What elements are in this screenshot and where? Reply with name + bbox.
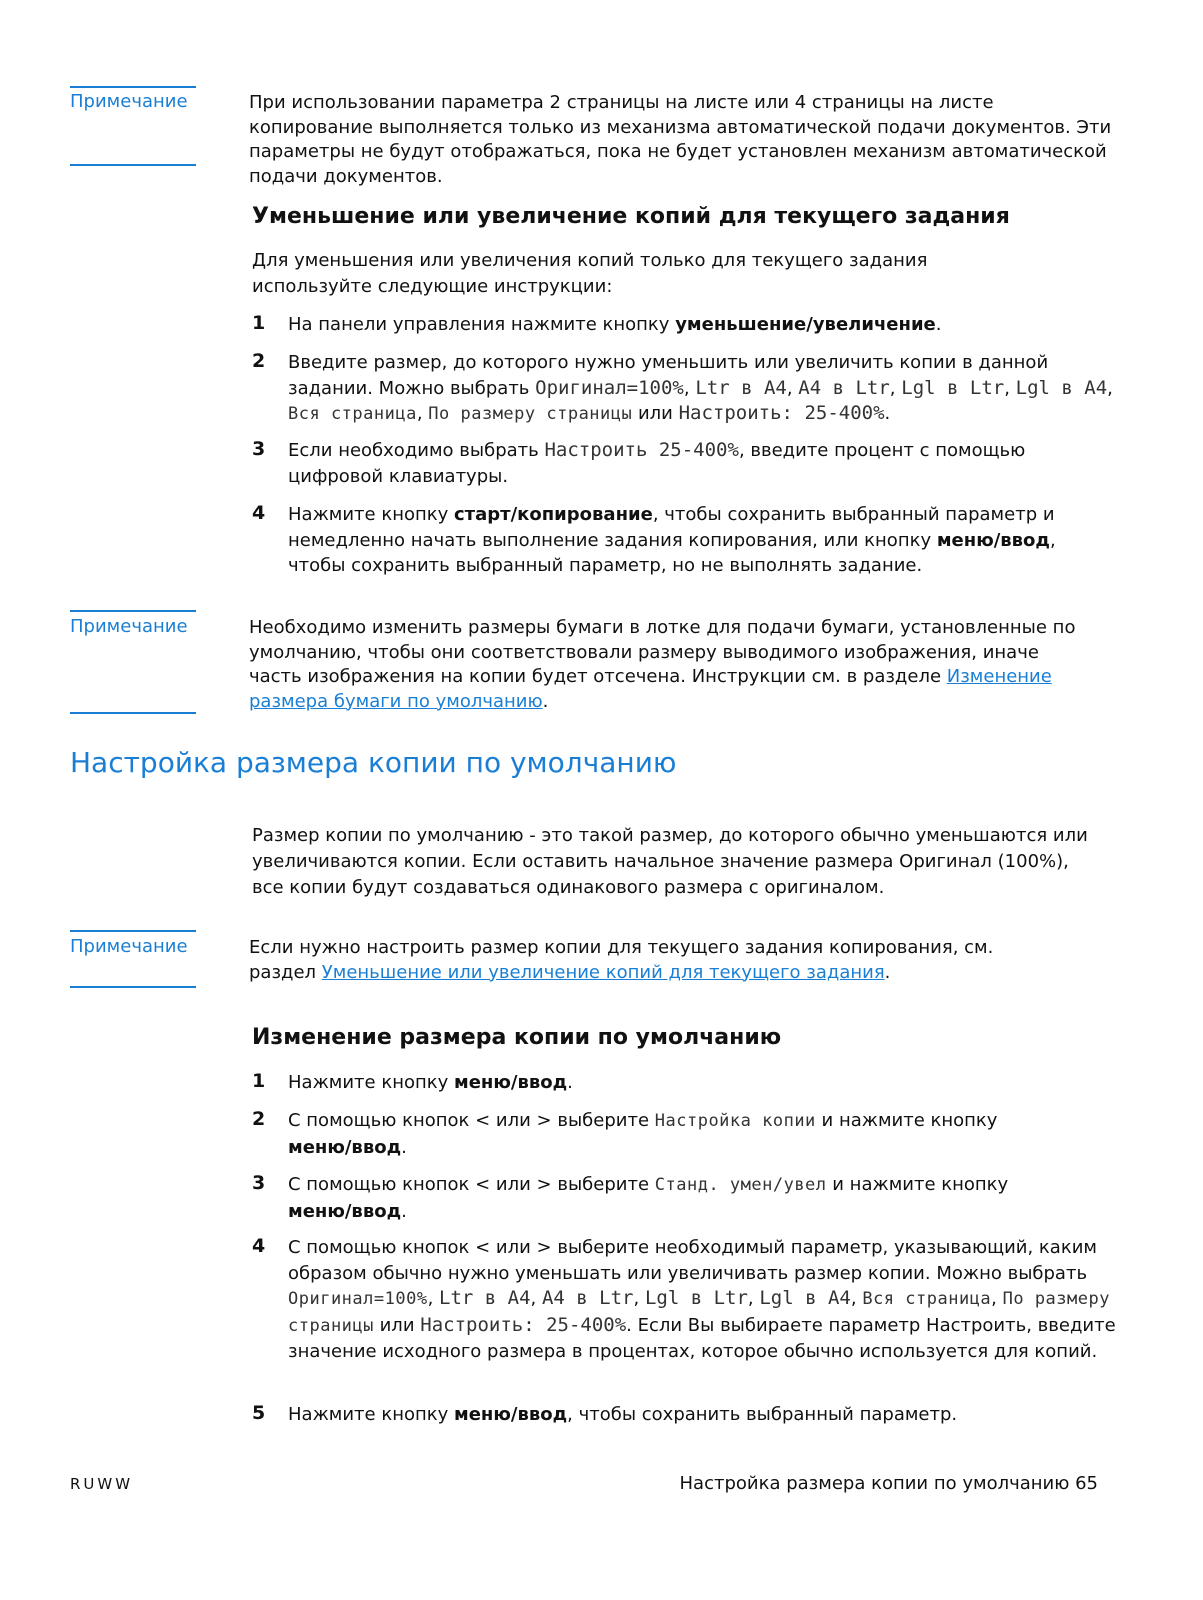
step-number: 1 xyxy=(252,1070,266,1092)
note-label: Примечание xyxy=(70,91,188,112)
footer-page-title: Настройка размера копии по умолчанию 65 xyxy=(679,1473,1098,1494)
section-title: Настройка размера копии по умолчанию xyxy=(70,746,677,779)
button-name: уменьшение/увеличение xyxy=(675,314,936,335)
step-number: 1 xyxy=(252,312,266,334)
subheading-change-default-size: Изменение размера копии по умолчанию xyxy=(252,1025,782,1050)
button-name: старт/копирование xyxy=(454,504,653,525)
option-code: Настроить 25-400% xyxy=(544,439,739,461)
note-bottom-rule xyxy=(70,164,196,166)
note-top-rule xyxy=(70,610,196,612)
option-code: Настроить: 25-400% xyxy=(420,1313,627,1336)
option-code: Lgl в A4 xyxy=(759,1287,851,1309)
note-top-rule xyxy=(70,86,196,88)
step-number: 3 xyxy=(252,438,266,460)
option-code: A4 в Ltr xyxy=(541,1287,634,1309)
option-code: Настроить: 25-400% xyxy=(678,402,885,424)
button-name: меню/ввод xyxy=(454,1404,568,1425)
note-text: Если нужно настроить размер копии для текущего задания копирования, см. раздел Уменьшение или увеличение копий для текущего задания. xyxy=(249,937,994,983)
option-code: Станд. умен/увел xyxy=(654,1175,827,1195)
option-code: Lgl в A4 xyxy=(1015,376,1108,399)
step-item: 1 На панели управления нажмите кнопку уменьшение/увеличение. xyxy=(252,312,942,335)
step-item: 2 С помощью кнопок < или > выберите Настройка копии и нажмите кнопку меню/ввод. xyxy=(252,1108,998,1158)
step-item: 5 Нажмите кнопку меню/ввод, чтобы сохранить выбранный параметр. xyxy=(252,1402,958,1425)
option-code: Вся страница xyxy=(288,404,417,424)
button-name: меню/ввод xyxy=(288,1200,402,1222)
step-item: 3 Если необходимо выбрать Настроить 25-400%, введите процент с помощью цифровой клавиатуры. xyxy=(252,438,1026,487)
button-name: меню/ввод xyxy=(936,529,1050,551)
option-code: Вся страница xyxy=(862,1289,992,1309)
option-code: По размеру страницы xyxy=(288,1289,1110,1336)
note-bottom-rule xyxy=(70,712,196,714)
step-number: 3 xyxy=(252,1172,266,1194)
step-number: 2 xyxy=(252,1108,266,1130)
option-code: По размеру страницы xyxy=(428,404,633,424)
step-number: 2 xyxy=(252,350,266,372)
button-name: меню/ввод xyxy=(288,1136,402,1158)
step-number: 5 xyxy=(252,1402,266,1424)
button-name: меню/ввод xyxy=(454,1072,568,1093)
section1-intro: Для уменьшения или увеличения копий только для текущего задания используйте следующие инструкции: xyxy=(252,250,928,297)
step-item: 4 Нажмите кнопку старт/копирование, чтобы сохранить выбранный параметр и немедленно начать выполнение задания копирования, или кнопку меню/ввод, чтобы сохранить выбранный параметр, но не выполнять задание. xyxy=(252,502,1056,576)
step-item: 1 Нажмите кнопку меню/ввод. xyxy=(252,1070,573,1093)
link-change-default-paper-size[interactable]: Изменение размера бумаги по умолчанию xyxy=(249,666,1052,712)
note-top-rule xyxy=(70,930,196,932)
note-bottom-rule xyxy=(70,986,196,988)
step-item: 2 Введите размер, до которого нужно уменьшить или увеличить копии в данной задании. Можно выбрать Оригинал=100%, Ltr в A4, A4 в Ltr, Lgl в Ltr, Lgl в A4, Вся страница, По размеру страницы или Настроить: 25-400%. xyxy=(252,350,1113,424)
option-code: A4 в Ltr xyxy=(798,376,890,399)
note-text: Необходимо изменить размеры бумаги в лотке для подачи бумаги, установленные по умолчанию, чтобы они соответствовали размеру выводимого изображения, иначе часть изображения на копии будет отсечена. Инструкции см. в разделе Изменение размера бумаги по умолчанию. xyxy=(249,617,1076,712)
section2-intro: Размер копии по умолчанию - это такой размер, до которого обычно уменьшаются или увеличиваются копии. Если оставить начальное значение размера Оригинал (100%), все копии будут создаваться одинакового размера с оригиналом. xyxy=(252,825,1088,898)
option-code: Lgl в Ltr xyxy=(644,1287,748,1309)
step-number: 4 xyxy=(252,1235,266,1257)
step-number: 4 xyxy=(252,502,266,524)
footer-locale-code: RUWW xyxy=(70,1475,134,1493)
step-item: 3 С помощью кнопок < или > выберите Станд. умен/увел и нажмите кнопку меню/ввод. xyxy=(252,1172,1009,1222)
option-code: Ltr в A4 xyxy=(695,376,787,399)
option-code: Lgl в Ltr xyxy=(901,376,1005,399)
option-code: Настройка копии xyxy=(654,1111,816,1131)
note-text: При использовании параметра 2 страницы на листе или 4 страницы на листе копирование выполняется только из механизма автоматической подачи документов. Эти параметры не будут отображаться, пока не будет установлен механизм автоматической подачи документов. xyxy=(249,92,1112,187)
option-code: Оригинал=100% xyxy=(535,376,684,399)
option-code: Оригинал=100% xyxy=(288,1289,428,1309)
subheading-reduce-enlarge: Уменьшение или увеличение копий для текущего задания xyxy=(252,204,1010,229)
step-item: 4 С помощью кнопок < или > выберите необходимый параметр, указывающий, каким образом обычно нужно уменьшать или увеличивать размер копии. Можно выбрать Оригинал=100%, Ltr в A4, A4 в Ltr, Lgl в Ltr, Lgl в A4, Вся страница, По размеру страницы или Настроить: 25-400%. Если Вы выбираете параметр Настроить, введите значение исходного размера в процентах, которое обычно используется для копий. xyxy=(252,1235,1116,1362)
link-reduce-enlarge-current-job[interactable]: Уменьшение или увеличение копий для текущего задания xyxy=(321,961,885,983)
note-label: Примечание xyxy=(70,936,188,957)
option-code: Ltr в A4 xyxy=(439,1287,531,1309)
note-label: Примечание xyxy=(70,616,188,637)
